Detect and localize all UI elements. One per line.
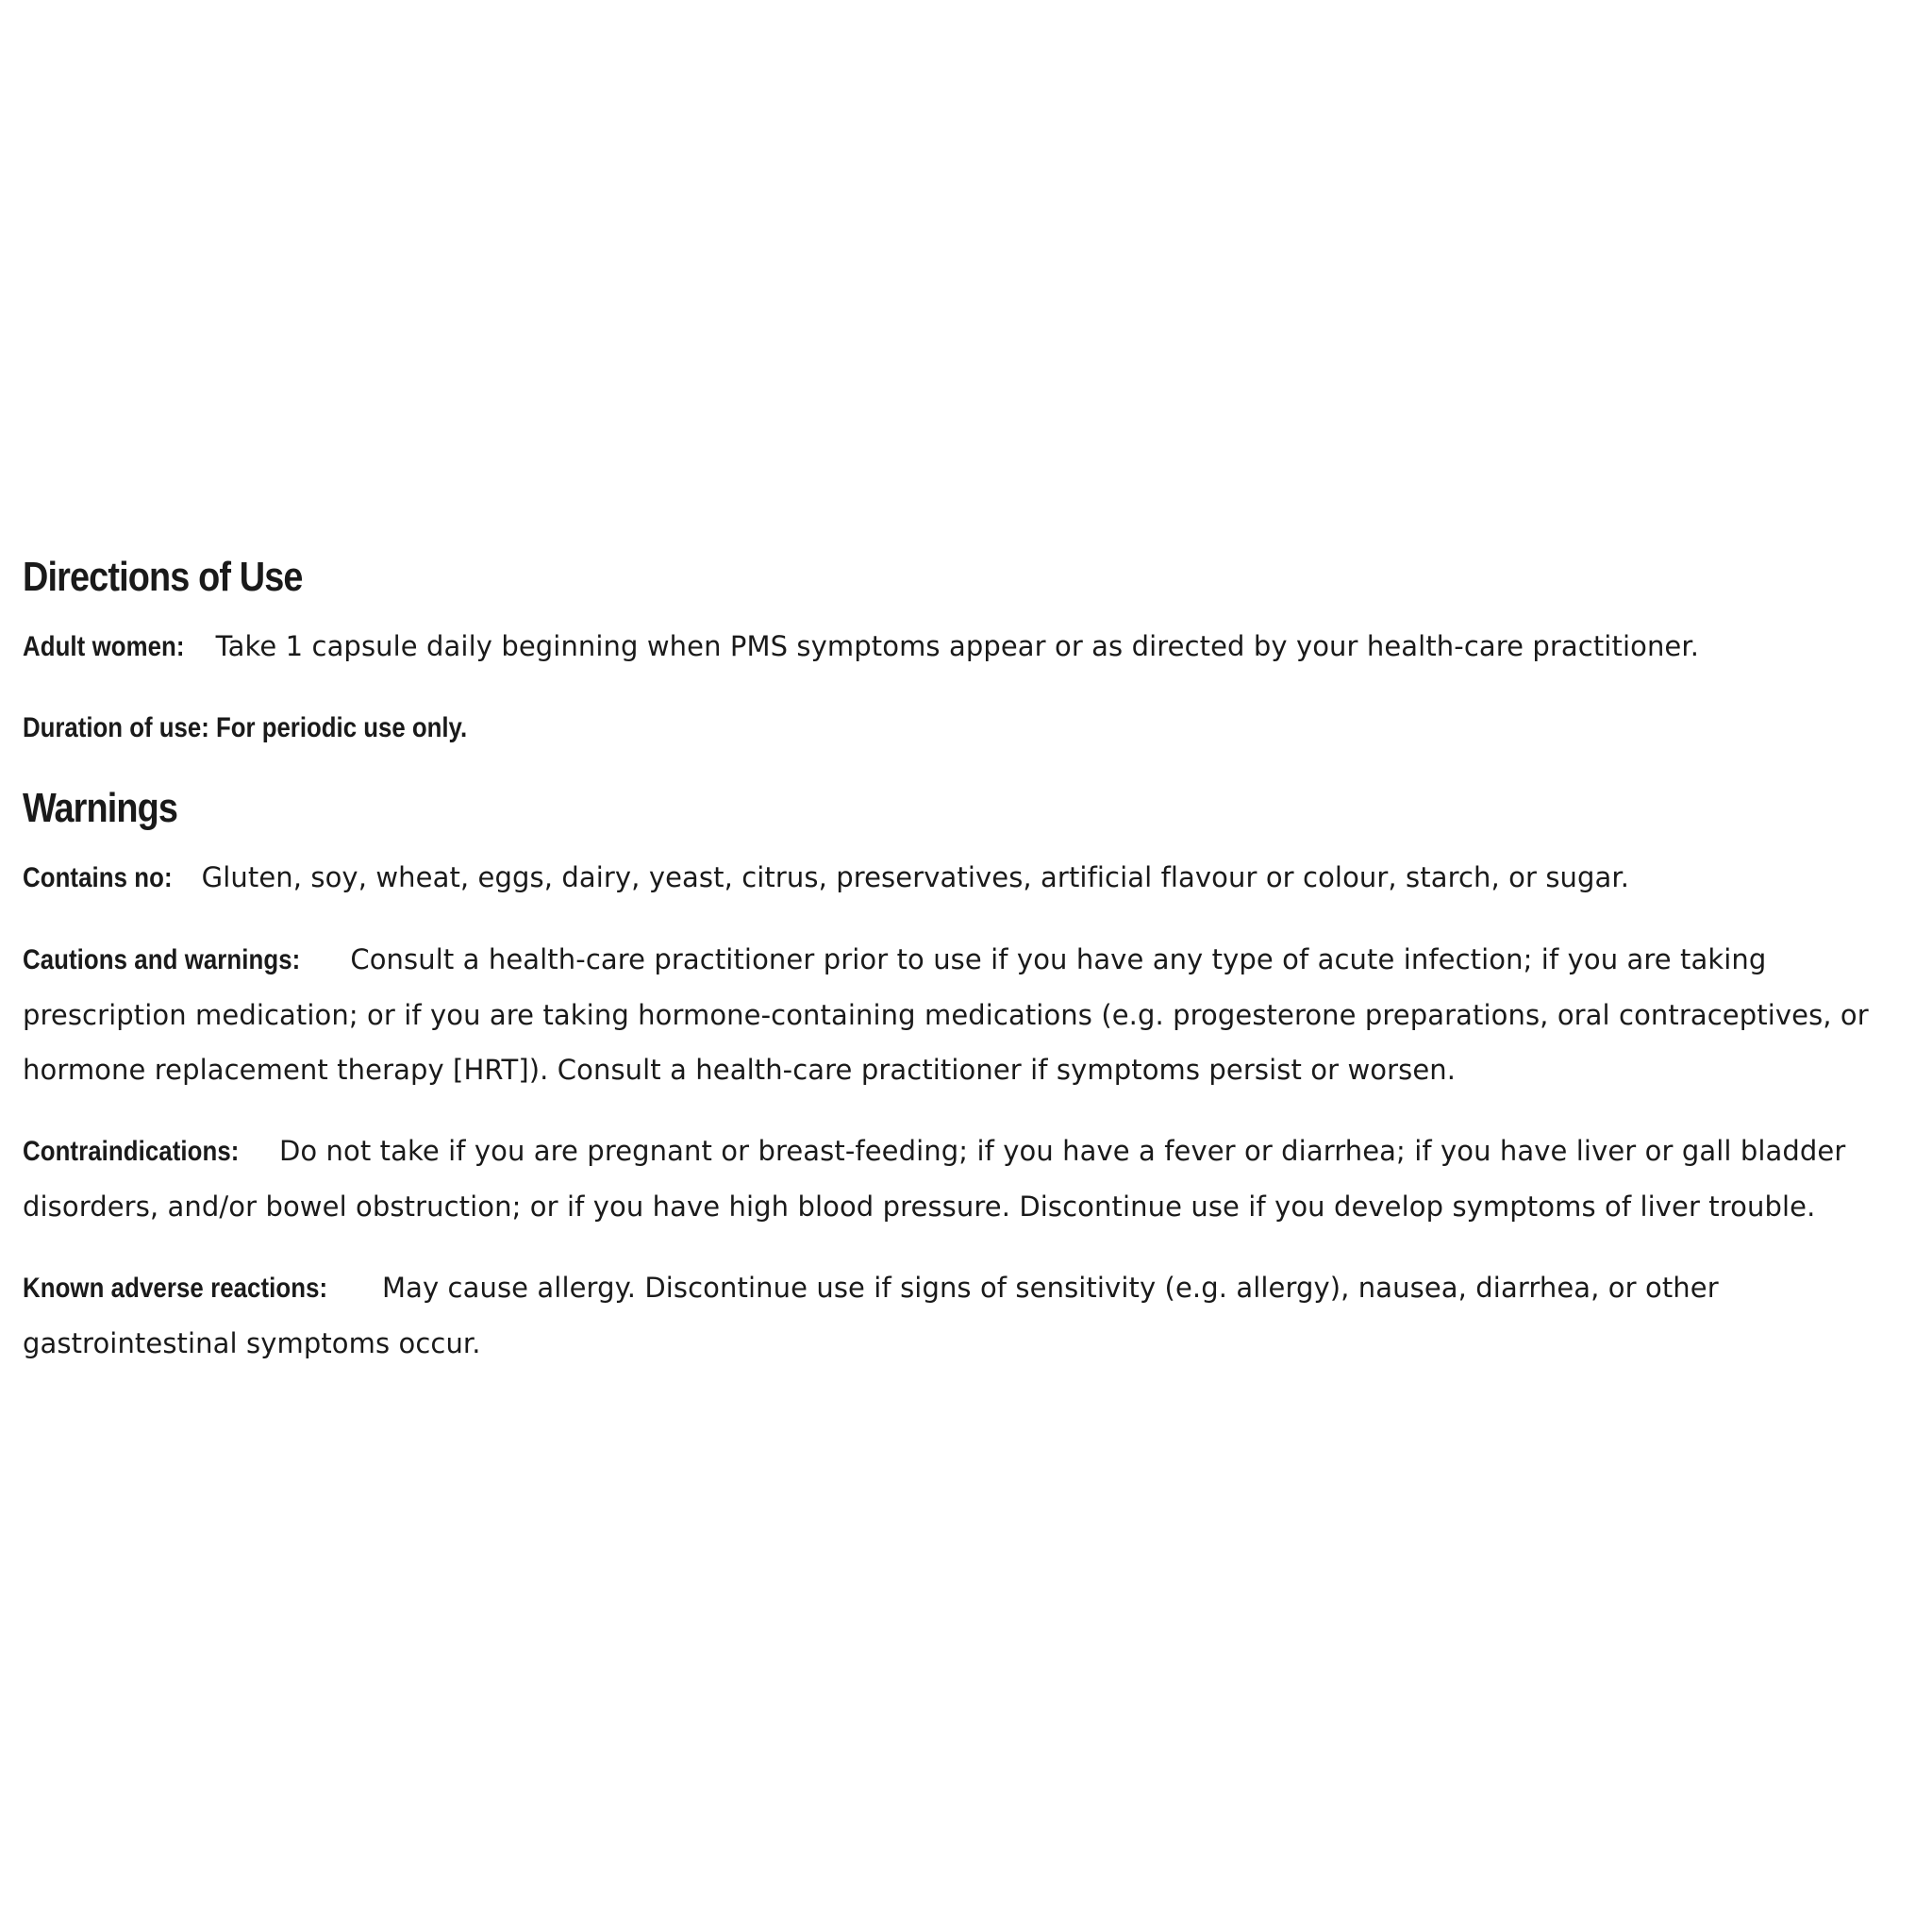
adult-women-label: Adult women: [23,631,185,662]
directions-heading: Directions of Use [23,554,303,600]
contains-no-text: Gluten, soy, wheat, eggs, dairy, yeast, citrus, preservatives, artificial flavour or colour, starch, or sugar. [192,861,1630,893]
adverse-reactions-paragraph [23,1260,1909,1371]
contraindications-text: Do not take if you are pregnant or breast-feeding; if you have a fever or diarrhea; if you have liver or gall bladder disorders, and/or bowel obstruction; or if you have high blood pressure. Discontinue use if you develop symptoms of liver trouble. [23,1135,1846,1223]
duration-of-use: Duration of use: For periodic use only. [23,712,468,743]
contains-no-label: Contains no: [23,862,173,893]
adult-women-paragraph [23,619,1909,675]
cautions-text: Consult a health-care practitioner prior to use if you have any type of acute infection; if you are taking prescription medication; or if you are taking hormone-containing medications (e.g. progesterone preparations, oral contraceptives, or hormone replacement therapy [HRT]). Consult a health-care practitioner if symptoms persist or worsen. [23,943,1869,1086]
label-content [23,549,1909,1371]
cautions-paragraph [23,932,1909,1097]
adult-women-text: Take 1 capsule daily beginning when PMS symptoms appear or as directed by your health-care practitioner. [207,630,1700,662]
adverse-reactions-text: May cause allergy. Discontinue use if signs of sensitivity (e.g. allergy), nausea, diarrhea, or other gastrointestinal symptoms occur. [23,1272,1719,1359]
cautions-label: Cautions and warnings: [23,944,301,975]
contraindications-label: Contraindications: [23,1136,240,1167]
contains-no-paragraph [23,850,1909,906]
contraindications-paragraph [23,1124,1909,1234]
warnings-heading: Warnings [23,785,178,831]
adverse-reactions-label: Known adverse reactions: [23,1273,328,1304]
